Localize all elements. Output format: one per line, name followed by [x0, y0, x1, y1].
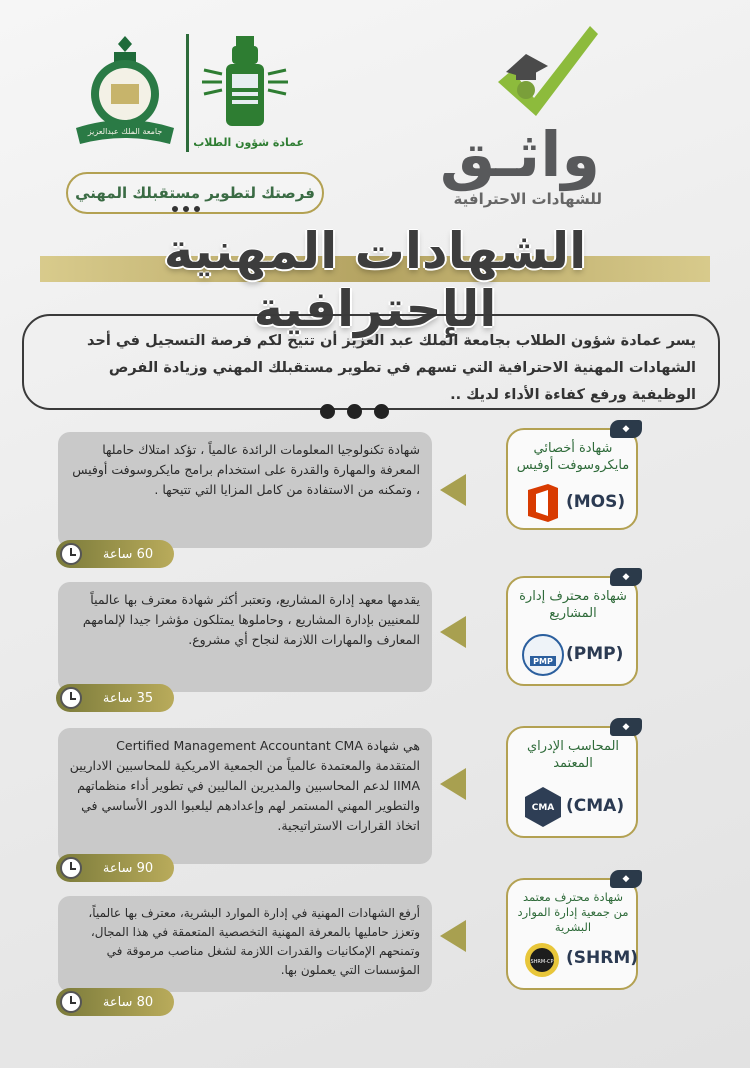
brand-subtitle: للشهادات الاحترافية: [453, 190, 602, 208]
cert-description-box: [58, 728, 432, 864]
cert-name: المحاسب الإدراي المعتمد: [526, 739, 620, 771]
deanship-logo: [193, 30, 306, 160]
cert-description-box: [58, 432, 432, 548]
intro-dots: [320, 404, 389, 419]
header-divider: [186, 34, 189, 152]
certificate-card-cma: [506, 722, 638, 838]
clock-icon: [60, 991, 82, 1013]
clock-icon: [60, 687, 82, 709]
deanship-label: عمادة شؤون الطلاب: [193, 136, 304, 149]
office-logo-icon: [522, 482, 564, 524]
cma-badge-label: CMA: [531, 803, 555, 813]
cert-description-box: [58, 582, 432, 692]
cert-abbr: (PMP): [566, 644, 624, 664]
cert-name: شهادة محترف إدارة المشاريع: [519, 589, 627, 621]
cert-description: هي شهادة Certified Management Accountant CMA المتقدمة والمعتمدة عالمياً من الجمعية الامريكية للمحاسبين الاداريين IIMA لدعم المحاسبين والمديرين الماليين في تطوير أداء منظماتهم والتطوير المهني المستمر لهم وإعدادهم ليلعبوا الدور الأساسي في اتخاذ القرارات الاستراتيجية.: [69, 738, 420, 833]
shrm-badge-icon: [524, 942, 560, 978]
university-logo: [70, 32, 180, 157]
university-name: جامعة الملك عبدالعزيز: [87, 127, 163, 136]
certificate-card-mos: [506, 424, 638, 530]
pointer-arrow: [440, 768, 466, 800]
checkmark-graduation-icon: [490, 20, 600, 125]
intro-box: [22, 314, 720, 410]
duration-text: 80 ساعة: [102, 994, 154, 1010]
page-title: الشهادات المهنية الإحترافية: [163, 222, 587, 338]
deanship-emblem-icon: [196, 30, 306, 134]
cert-abbr: (MOS): [566, 492, 626, 512]
cert-description-box: [58, 896, 432, 992]
cert-tag-icon: ◆: [610, 420, 642, 438]
brand-word: واثـق: [439, 118, 600, 191]
cert-tag-icon: ◆: [610, 718, 642, 736]
wathiq-logo: [439, 20, 640, 208]
cert-abbr: (CMA): [566, 796, 625, 816]
pointer-arrow: [440, 474, 466, 506]
cma-badge-icon: [522, 786, 564, 828]
cert-name: شهادة أخصائي مايكروسوفت أوفيس: [516, 441, 630, 473]
duration-text: 90 ساعة: [102, 860, 154, 876]
shrm-badge-label: SHRM-CP: [530, 959, 554, 965]
duration-text: 35 ساعة: [102, 690, 154, 706]
tagline-dots: [172, 206, 200, 212]
pmp-badge-label: PMP: [533, 657, 553, 666]
tagline-text: فرصتك لتطوير مستقبلك المهني: [75, 184, 315, 202]
cert-name: شهادة محترف معتمد من جمعية إدارة الموارد البشرية: [517, 890, 629, 934]
cert-description: شهادة تكنولوجيا المعلومات الرائدة عالمياً ، تؤكد امتلاك حاملها المعرفة والمهارة والقدرة على استخدام برامج مايكروسوفت أوفيس ، وتمكنه من الاستفادة من كامل المزايا التي تتيحها .: [72, 442, 420, 497]
pointer-arrow: [440, 616, 466, 648]
duration-badge: [56, 684, 174, 712]
pmp-badge-icon: [522, 634, 564, 676]
cert-description: يقدمها معهد إدارة المشاريع، وتعتبر أكثر شهادة معترف بها عالمياً للمعنيين بإدارة المشاريع ، وحاملوها يمتلكون مؤشرا جيدا لإلمامهم المعارف والمهارات اللازمة لنجاح أي مشروع.: [82, 592, 420, 647]
certificate-card-pmp: [506, 572, 638, 686]
pointer-arrow: [440, 920, 466, 952]
duration-text: 60 ساعة: [102, 546, 154, 562]
university-emblem-icon: [70, 32, 180, 157]
duration-badge: [56, 854, 174, 882]
clock-icon: [60, 857, 82, 879]
cert-description: أرفع الشهادات المهنية في إدارة الموارد البشرية، معترف بها عالمياً، وتعزز حامليها بالمعرفة المهنية التخصصية المتعمقة في هذا المجال، وتمنحهم الإمكانيات والقدرات اللازمة لشغل مناصب مرموقة في المؤسسات التي يعملون بها.: [88, 906, 420, 977]
cert-tag-icon: ◆: [610, 568, 642, 586]
clock-icon: [60, 543, 82, 565]
cert-abbr: (SHRM): [566, 948, 639, 968]
cert-tag-icon: ◆: [610, 870, 642, 888]
duration-badge: [56, 540, 174, 568]
duration-badge: [56, 988, 174, 1016]
intro-text: يسر عمادة شؤون الطلاب بجامعة الملك عبد العزيز أن تتيح لكم فرصة التسجيل في أحد الشهادات المهنية الاحترافية التي تسهم في تطوير مستقبلك المهني وزيادة الفرص الوظيفية ورفع كفاءة الأداء لديك ..: [87, 333, 696, 403]
certificate-card-shrm: [506, 874, 639, 990]
